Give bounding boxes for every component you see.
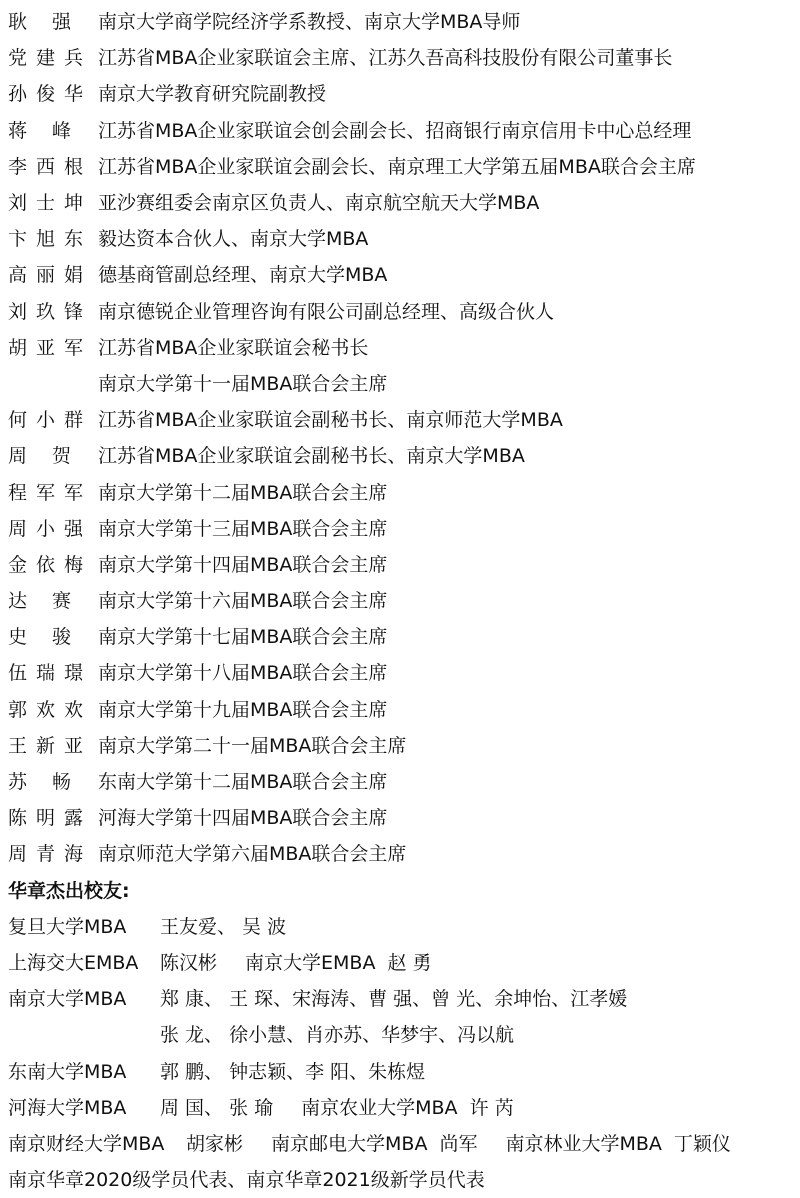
member-description: 江苏省MBA企业家联谊会秘书长 — [98, 336, 369, 359]
member-description: 江苏省MBA企业家联谊会副秘书长、南京师范大学MBA — [98, 409, 563, 432]
member-description: 毅达资本合伙人、南京大学MBA — [98, 228, 369, 251]
member-name: 刘 士 坤 — [8, 192, 84, 215]
member-row — [8, 583, 800, 619]
alumni-school: 南京大学MBA — [8, 988, 127, 1011]
member-description: 东南大学第十二届MBA联合会主席 — [98, 771, 388, 794]
member-description: 南京大学第十七届MBA联合会主席 — [98, 626, 388, 649]
alumni-heading: 华章杰出校友: — [8, 879, 130, 902]
member-row — [8, 511, 800, 547]
alumni-names: 周 国、 张 瑜 — [160, 1096, 274, 1119]
member-row — [8, 257, 800, 293]
alumni-names: 尚军 — [439, 1132, 478, 1155]
alumni-row — [8, 981, 800, 1017]
member-row — [8, 149, 800, 185]
member-description: 南京大学第十一届MBA联合会主席 — [98, 372, 388, 395]
member-name: 高 丽 娟 — [8, 264, 84, 287]
alumni-school: 河海大学MBA — [8, 1096, 127, 1119]
member-name: 何 小 群 — [8, 409, 84, 432]
member-description: 亚沙赛组委会南京区负责人、南京航空航天大学MBA — [98, 192, 540, 215]
alumni-names: 陈汉彬 — [160, 951, 218, 974]
alumni-school: 南京林业大学MBA — [505, 1132, 662, 1155]
member-name: 郭 欢 欢 — [8, 698, 84, 721]
alumni-row — [8, 1126, 800, 1162]
alumni-row — [8, 1090, 800, 1126]
member-name: 达 赛 — [8, 590, 72, 613]
member-description: 南京大学第十四届MBA联合会主席 — [98, 553, 388, 576]
member-description: 德基商管副总经理、南京大学MBA — [98, 264, 388, 287]
member-row — [8, 294, 800, 330]
alumni-names: 郑 康、 王 琛、宋海涛、曹 强、曾 光、余坤怡、江孝媛 — [160, 988, 628, 1011]
member-name: 孙 俊 华 — [8, 83, 84, 106]
member-description: 河海大学第十四届MBA联合会主席 — [98, 807, 388, 830]
alumni-names: 王友爱、 吴 波 — [160, 915, 287, 938]
alumni-names: 郭 鹏、 钟志颖、李 阳、朱栋煜 — [160, 1060, 426, 1083]
member-name: 耿 强 — [8, 11, 72, 34]
member-row — [8, 547, 800, 583]
member-row — [8, 40, 800, 76]
member-name: 蒋 峰 — [8, 119, 72, 142]
member-description: 南京大学第二十一届MBA联合会主席 — [98, 734, 407, 757]
member-description: 南京大学第十九届MBA联合会主席 — [98, 698, 388, 721]
member-name: 史 骏 — [8, 626, 72, 649]
alumni-school: 东南大学MBA — [8, 1060, 127, 1083]
member-name: 李 西 根 — [8, 155, 84, 178]
member-row — [8, 113, 800, 149]
member-row — [8, 764, 800, 800]
member-row — [8, 692, 800, 728]
alumni-school: 南京大学EMBA — [245, 951, 376, 974]
alumni-school: 南京财经大学MBA — [8, 1132, 165, 1155]
member-name: 周 青 海 — [8, 843, 84, 866]
member-row — [8, 728, 800, 764]
member-description: 江苏省MBA企业家联谊会创会副会长、招商银行南京信用卡中心总经理 — [98, 119, 692, 142]
member-name: 周 贺 — [8, 445, 72, 468]
member-row — [8, 76, 800, 112]
alumni-school: 复旦大学MBA — [8, 915, 127, 938]
member-description: 南京大学第十六届MBA联合会主席 — [98, 590, 388, 613]
member-row — [8, 185, 800, 221]
member-row — [8, 474, 800, 510]
member-name: 卞 旭 东 — [8, 228, 84, 251]
member-row — [8, 330, 800, 366]
member-description: 南京德锐企业管理咨询有限公司副总经理、高级合伙人 — [98, 300, 555, 323]
member-name: 苏 畅 — [8, 771, 72, 794]
footer-line: 南京华章2020级学员代表、南京华章2021级新学员代表 — [8, 1169, 485, 1192]
member-description: 南京师范大学第六届MBA联合会主席 — [98, 843, 407, 866]
member-description: 南京大学教育研究院副教授 — [98, 83, 327, 106]
member-row — [8, 402, 800, 438]
alumni-list — [8, 909, 800, 1162]
member-name: 王 新 亚 — [8, 734, 84, 757]
member-description: 江苏省MBA企业家联谊会主席、江苏久吾高科技股份有限公司董事长 — [98, 47, 673, 70]
member-description: 南京大学商学院经济学系教授、南京大学MBA导师 — [98, 11, 521, 34]
member-name: 程 军 军 — [8, 481, 84, 504]
member-description: 江苏省MBA企业家联谊会副会长、南京理工大学第五届MBA联合会主席 — [98, 155, 696, 178]
member-row — [8, 800, 800, 836]
member-description: 南京大学第十八届MBA联合会主席 — [98, 662, 388, 685]
member-name: 胡 亚 军 — [8, 336, 84, 359]
alumni-school: 南京农业大学MBA — [301, 1096, 458, 1119]
alumni-row — [8, 1017, 800, 1053]
alumni-school: 上海交大EMBA — [8, 951, 139, 974]
member-row — [8, 221, 800, 257]
member-row — [8, 655, 800, 691]
alumni-row — [8, 1053, 800, 1089]
member-name: 陈 明 露 — [8, 807, 84, 830]
alumni-names: 赵 勇 — [387, 951, 432, 974]
alumni-names: 丁颖仪 — [673, 1132, 731, 1155]
alumni-names: 张 龙、 徐小慧、肖亦苏、华梦宇、冯以航 — [160, 1024, 515, 1047]
alumni-names: 胡家彬 — [186, 1132, 244, 1155]
member-row — [8, 619, 800, 655]
member-name: 刘 玖 锋 — [8, 300, 84, 323]
member-name: 金 依 梅 — [8, 553, 84, 576]
alumni-school: 南京邮电大学MBA — [271, 1132, 428, 1155]
member-name: 党 建 兵 — [8, 47, 84, 70]
member-row — [8, 4, 800, 40]
member-name: 周 小 强 — [8, 517, 84, 540]
member-description: 南京大学第十三届MBA联合会主席 — [98, 517, 388, 540]
member-row — [8, 836, 800, 872]
member-name: 伍 瑞 璟 — [8, 662, 84, 685]
member-description: 南京大学第十二届MBA联合会主席 — [98, 481, 388, 504]
member-list — [8, 4, 800, 873]
member-row — [8, 366, 800, 402]
member-description: 江苏省MBA企业家联谊会副秘书长、南京大学MBA — [98, 445, 525, 468]
alumni-row — [8, 945, 800, 981]
alumni-row — [8, 909, 800, 945]
member-row — [8, 438, 800, 474]
alumni-names: 许 芮 — [469, 1096, 514, 1119]
